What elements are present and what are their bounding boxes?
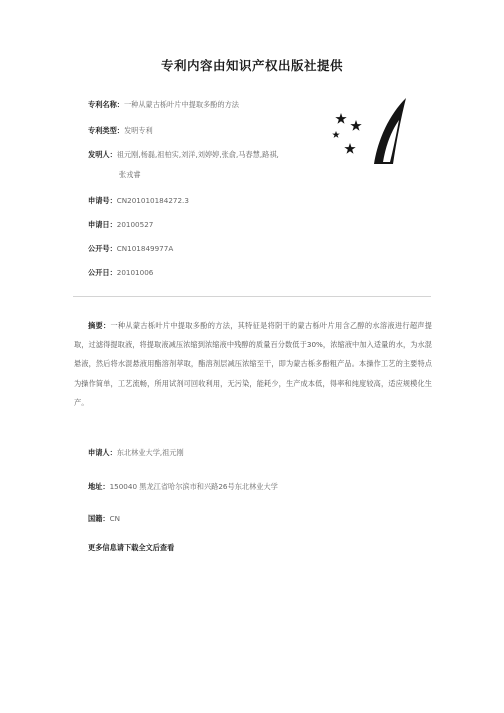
inventor-value-continued: 张戎睿 xyxy=(119,170,141,179)
inventor-continuation xyxy=(119,170,141,179)
country-row xyxy=(88,514,120,524)
publication-date-label: 公开日： xyxy=(88,268,117,277)
application-number-value: CN201010184272.3 xyxy=(116,196,189,205)
application-number-label: 申请号： xyxy=(88,196,117,205)
abstract-section xyxy=(74,316,432,412)
patent-name-row xyxy=(88,100,239,109)
star-icon xyxy=(344,143,355,154)
country-label: 国籍： xyxy=(88,514,110,523)
publication-number-value: CN101849977A xyxy=(116,244,174,253)
country-value: CN xyxy=(109,514,120,523)
application-date-value: 20100527 xyxy=(116,220,154,229)
star-icon xyxy=(332,131,340,138)
applicant-label: 申请人： xyxy=(88,448,117,457)
abstract-text: 一种从蒙古栎叶片中提取多酚的方法，其特征是将阴干的蒙古栎叶片用含乙醇的水溶液进行超声提取，过滤得提取液，将提取液减压浓缩到浓缩液中残醇的质量百分数低于30%，浓缩液中加入适量的水，为水混悬液，然后将水混悬液用酯溶剂萃取，酯溶剂层减压浓缩至干，即为蒙古栎多酚粗产品。本操作工艺的主要特点为操作简单，工艺流畅，所用试剂可回收利用，无污染，能耗少，生产成本低，得率和纯度较高，适应规模化生产。 xyxy=(74,321,432,407)
abstract-label: 摘要： xyxy=(88,321,111,330)
publication-date-row xyxy=(88,268,153,277)
applicant-row xyxy=(88,448,184,458)
more-info-link[interactable]: 更多信息请下载全文后查看 xyxy=(88,543,175,552)
inventor-label: 发明人： xyxy=(88,150,117,159)
inventor-row xyxy=(88,150,279,159)
address-value: 150040 黑龙江省哈尔滨市和兴路26号东北林业大学 xyxy=(109,482,278,491)
applicant-value: 东北林业大学,祖元刚 xyxy=(116,448,184,457)
inventor-value: 祖元刚,杨磊,祖柏实,刘洋,刘婷婷,张俞,马春慧,路祺, xyxy=(116,150,279,159)
publication-number-label: 公开号： xyxy=(88,244,117,253)
publication-date-value: 20101006 xyxy=(116,268,154,277)
application-date-row xyxy=(88,220,153,229)
patent-type-label: 专利类型： xyxy=(88,126,124,135)
application-number-row xyxy=(88,196,189,205)
section-divider xyxy=(73,296,431,297)
application-date-label: 申请日： xyxy=(88,220,117,229)
publisher-logo-icon xyxy=(330,92,426,176)
page-title: 专利内容由知识产权出版社提供 xyxy=(160,58,343,73)
patent-type-row xyxy=(88,126,153,135)
address-row xyxy=(88,482,278,492)
patent-type-value: 发明专利 xyxy=(123,126,153,135)
address-label: 地址： xyxy=(88,482,110,491)
publication-number-row xyxy=(88,244,173,253)
star-icon xyxy=(335,113,346,124)
patent-name-value: 一种从蒙古栎叶片中提取多酚的方法 xyxy=(123,100,239,109)
star-icon xyxy=(350,120,361,131)
patent-name-label: 专利名称： xyxy=(88,100,124,109)
